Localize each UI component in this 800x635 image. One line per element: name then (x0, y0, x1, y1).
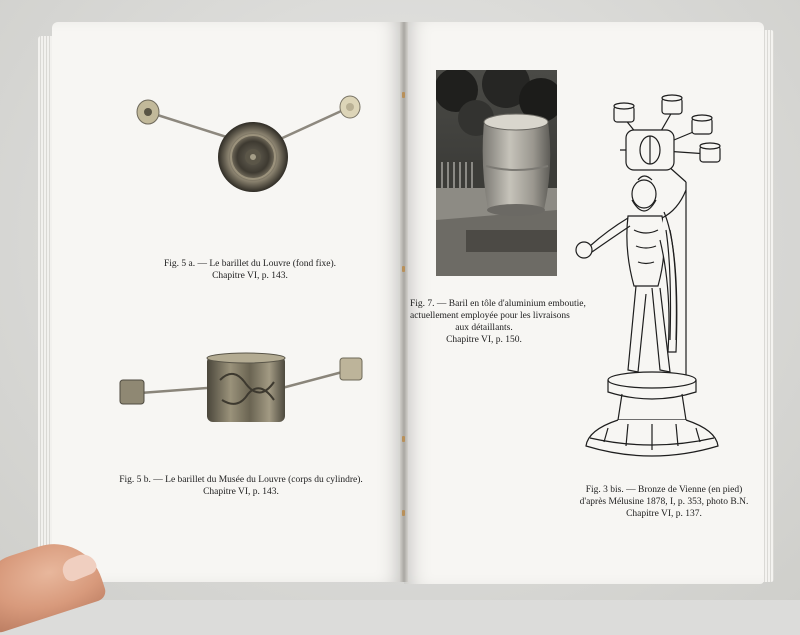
fig7-photo (436, 70, 557, 276)
fig5b-caption-line2: Chapitre VI, p. 143. (203, 487, 279, 497)
fig3bis-caption-line2: d'après Mélusine 1878, I, p. 353, photo B.N. (579, 497, 749, 507)
fig3bis-caption (566, 484, 762, 520)
fig3bis-caption-line1: Fig. 3 bis. — Bronze de Vienne (en pied) (585, 485, 743, 495)
fig7-caption-line4: Chapitre VI, p. 150. (446, 335, 522, 345)
fig5b-caption-line1: Fig. 5 b. — Le barillet du Musée du Louvre (corps du cylindre). (119, 475, 363, 485)
book-gutter (400, 22, 408, 582)
fig5a-photo (128, 92, 368, 192)
fig5a-caption-line2: Chapitre VI, p. 143. (212, 271, 288, 281)
fig5b-caption (106, 474, 376, 498)
fig3bis-caption-line3: Chapitre VI, p. 137. (626, 509, 702, 519)
binding-thread (402, 510, 405, 516)
fig7-caption-line2: actuellement employée pour les livraisons (410, 311, 570, 321)
fig7-caption (410, 298, 586, 346)
binding-thread (402, 436, 405, 442)
fig5b-photo (112, 350, 372, 430)
fig3bis-illustration (568, 90, 748, 466)
fig5a-caption-line1: Fig. 5 a. — Le barillet du Louvre (fond fixe). (163, 259, 336, 269)
fig7-caption-line1: Fig. 7. — Baril en tôle d'aluminium emboutie, (410, 299, 586, 309)
fig5a-caption (134, 258, 366, 282)
fig7-caption-line3: aux détaillants. (455, 323, 513, 333)
binding-thread (402, 92, 405, 98)
binding-thread (402, 266, 405, 272)
